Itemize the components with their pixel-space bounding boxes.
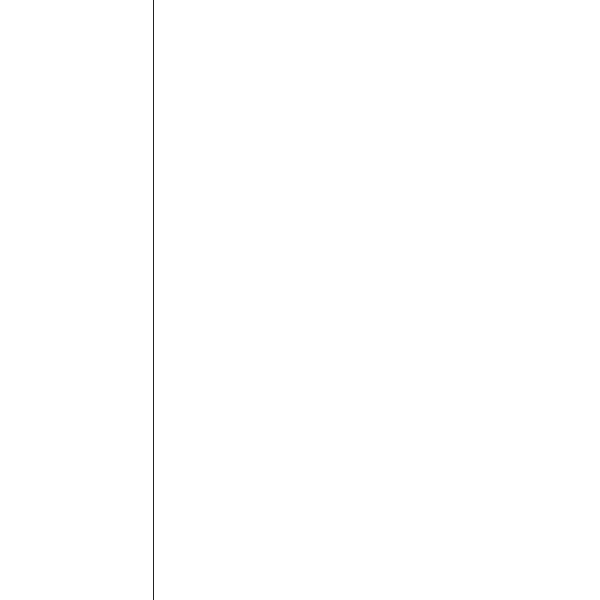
column-divider (153, 0, 154, 600)
